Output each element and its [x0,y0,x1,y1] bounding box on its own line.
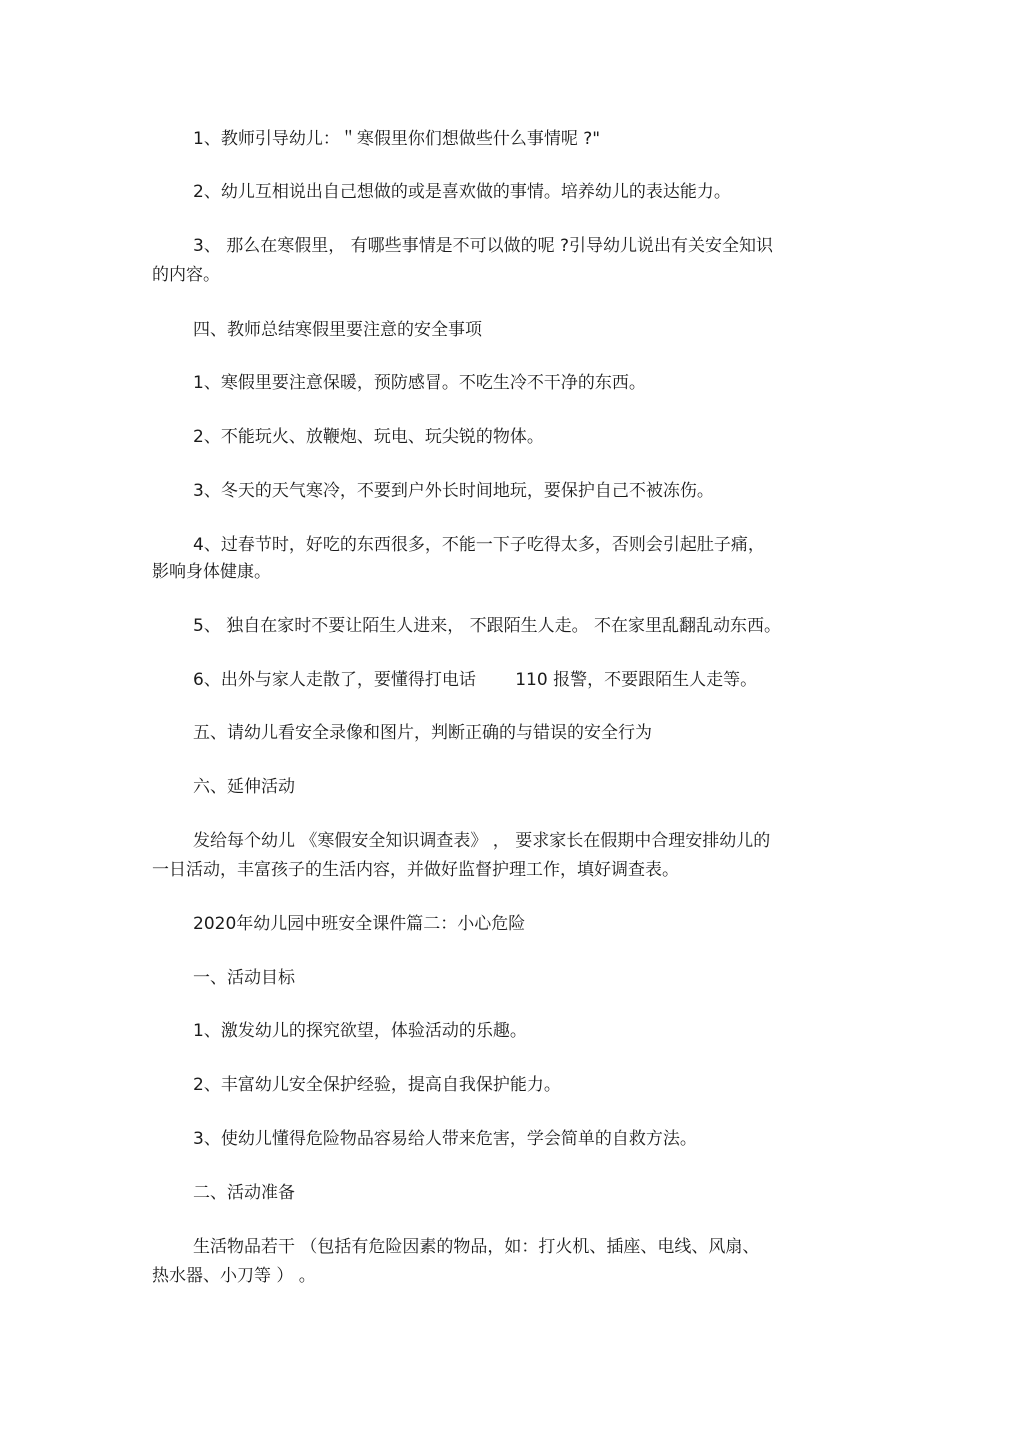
text-line: 的内容。 [152,265,220,285]
text-line: 6、出外与家人走散了，要懂得打电话 110 报警，不要跟陌生人走等。 [193,670,758,690]
section-heading: 四、教师总结寒假里要注意的安全事项 [193,320,482,340]
text-line: 3、使幼儿懂得危险物品容易给人带来危害，学会简单的自救方法。 [193,1129,697,1149]
text-line: 1、教师引导幼儿：＂寒假里你们想做些什么事情呢 ?" [193,129,601,149]
text-line: 一日活动，丰富孩子的生活内容，并做好监督护理工作，填好调查表。 [152,860,679,880]
section-heading: 一、活动目标 [193,968,295,988]
text-line: 3、冬天的天气寒冷，不要到户外长时间地玩，要保护自己不被冻伤。 [193,481,714,501]
text-line: 影响身体健康。 [152,562,271,582]
article-title: 2020年幼儿园中班安全课件篇二：小心危险 [193,914,526,934]
text-line: 生活物品若干 （包括有危险因素的物品，如：打火机、插座、电线、风扇、 [193,1237,760,1257]
text-line: 1、寒假里要注意保暖，预防感冒。不吃生冷不干净的东西。 [193,373,646,393]
text-line: 2、丰富幼儿安全保护经验，提高自我保护能力。 [193,1075,561,1095]
section-heading: 六、延伸活动 [193,777,295,797]
text-line: 热水器、小刀等 ） 。 [152,1266,316,1286]
text-line: 发给每个幼儿 《寒假安全知识调查表》 ， 要求家长在假期中合理安排幼儿的 [193,831,771,851]
text-line: 1、激发幼儿的探究欲望，体验活动的乐趣。 [193,1021,527,1041]
text-line: 2、不能玩火、放鞭炮、玩电、玩尖锐的物体。 [193,427,544,447]
text-line: 2、幼儿互相说出自己想做的或是喜欢做的事情。培养幼儿的表达能力。 [193,182,731,202]
section-heading: 五、请幼儿看安全录像和图片，判断正确的与错误的安全行为 [193,723,652,743]
section-heading: 二、活动准备 [193,1183,295,1203]
text-line: 5、 独自在家时不要让陌生人进来， 不跟陌生人走。 不在家里乱翻乱动东西。 [193,616,782,636]
text-line: 3、 那么在寒假里， 有哪些事情是不可以做的呢 ?引导幼儿说出有关安全知识 [193,236,774,256]
text-line: 4、过春节时，好吃的东西很多，不能一下子吃得太多，否则会引起肚子痛， [193,535,765,555]
